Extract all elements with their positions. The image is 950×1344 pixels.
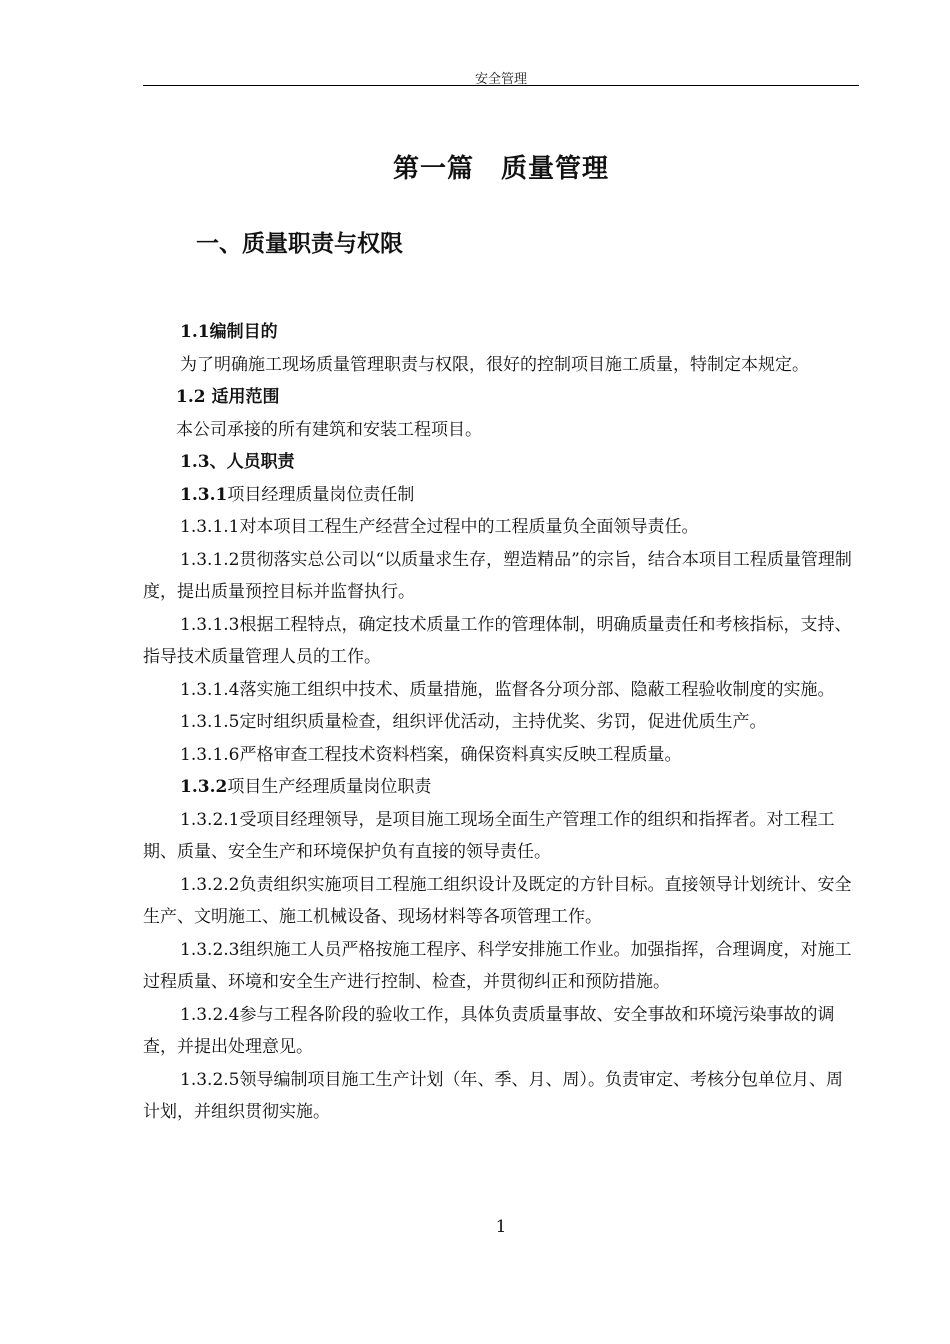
section-heading: 一、质量职责与权限 — [196, 231, 403, 257]
paragraph-1-3-2-5: 1.3.2.5领导编制项目施工生产计划（年、季、月、周）。负责审定、考核分包单位月、周计划，并组织贯彻实施。 — [143, 1069, 843, 1122]
page-number: 1 — [495, 1217, 507, 1237]
header-divider — [143, 85, 859, 86]
paragraph-1-3-2-2: 1.3.2.2负责组织实施项目工程施工组织设计及既定的方针目标。直接领导计划统计、安全生产、文明施工、施工机械设备、现场材料等各项管理工作。 — [143, 874, 852, 927]
document-title: 第一篇 质量管理 — [392, 154, 609, 184]
paragraph-1-3-1-6: 1.3.1.6严格审查工程技术资料档案，确保资料真实反映工程质量。 — [180, 744, 682, 765]
paragraph-1-3-2-3: 1.3.2.3组织施工人员严格按施工程序、科学安排施工作业。加强指挥，合理调度，对施工过程质量、环境和安全生产进行控制、检查，并贯彻纠正和预防措施。 — [143, 939, 852, 992]
paragraph-1-3-1-3: 1.3.1.3根据工程特点，确定技术质量工作的管理体制，明确质量责任和考核指标，支持、指导技术质量管理人员的工作。 — [143, 614, 852, 667]
heading-1-3-1 — [143, 479, 859, 512]
paragraph-1-2: 本公司承接的所有建筑和安装工程项目。 — [176, 419, 482, 440]
paragraph-1-3-1-4: 1.3.1.4落实施工组织中技术、质量措施，监督各分项分部、隐蔽工程验收制度的实施。 — [180, 679, 835, 700]
heading-1-3: 1.3、人员职责 — [180, 452, 295, 472]
paragraph-1-1: 为了明确施工现场质量管理职责与权限，很好的控制项目施工质量，特制定本规定。 — [180, 354, 809, 375]
paragraph-1-3-1-5: 1.3.1.5定时组织质量检查，组织评优活动，主持优奖、劣罚，促进优质生产。 — [180, 712, 767, 732]
heading-1-2: 1.2 适用范围 — [176, 387, 280, 407]
heading-1-3-2-number: 1.3.2 — [180, 777, 228, 797]
page-header: 安全管理 — [474, 72, 527, 87]
heading-1-3-2-text: 项目生产经理质量岗位职责 — [227, 777, 432, 797]
document-body — [143, 316, 859, 1129]
heading-1-3-2 — [143, 771, 859, 804]
paragraph-1-3-1-1: 1.3.1.1对本项目工程生产经营全过程中的工程质量负全面领导责任。 — [180, 517, 699, 537]
paragraph-1-3-2-4: 1.3.2.4参与工程各阶段的验收工作，具体负责质量事故、安全事故和环境污染事故的调查，并提出处理意见。 — [143, 1004, 835, 1057]
heading-1-3-1-number: 1.3.1 — [180, 484, 228, 505]
paragraph-1-3-1-2: 1.3.1.2贯彻落实总公司以“以质量求生存，塑造精品”的宗旨，结合本项目工程质量管理制度，提出质量预控目标并监督执行。 — [143, 549, 852, 602]
paragraph-1-3-2-1: 1.3.2.1受项目经理领导，是项目施工现场全面生产管理工作的组织和指挥者。对工程工期、质量、安全生产和环境保护负有直接的领导责任。 — [143, 809, 835, 862]
heading-1-3-1-text: 项目经理质量岗位责任制 — [227, 484, 415, 505]
heading-1-1: 1.1编制目的 — [180, 322, 278, 342]
